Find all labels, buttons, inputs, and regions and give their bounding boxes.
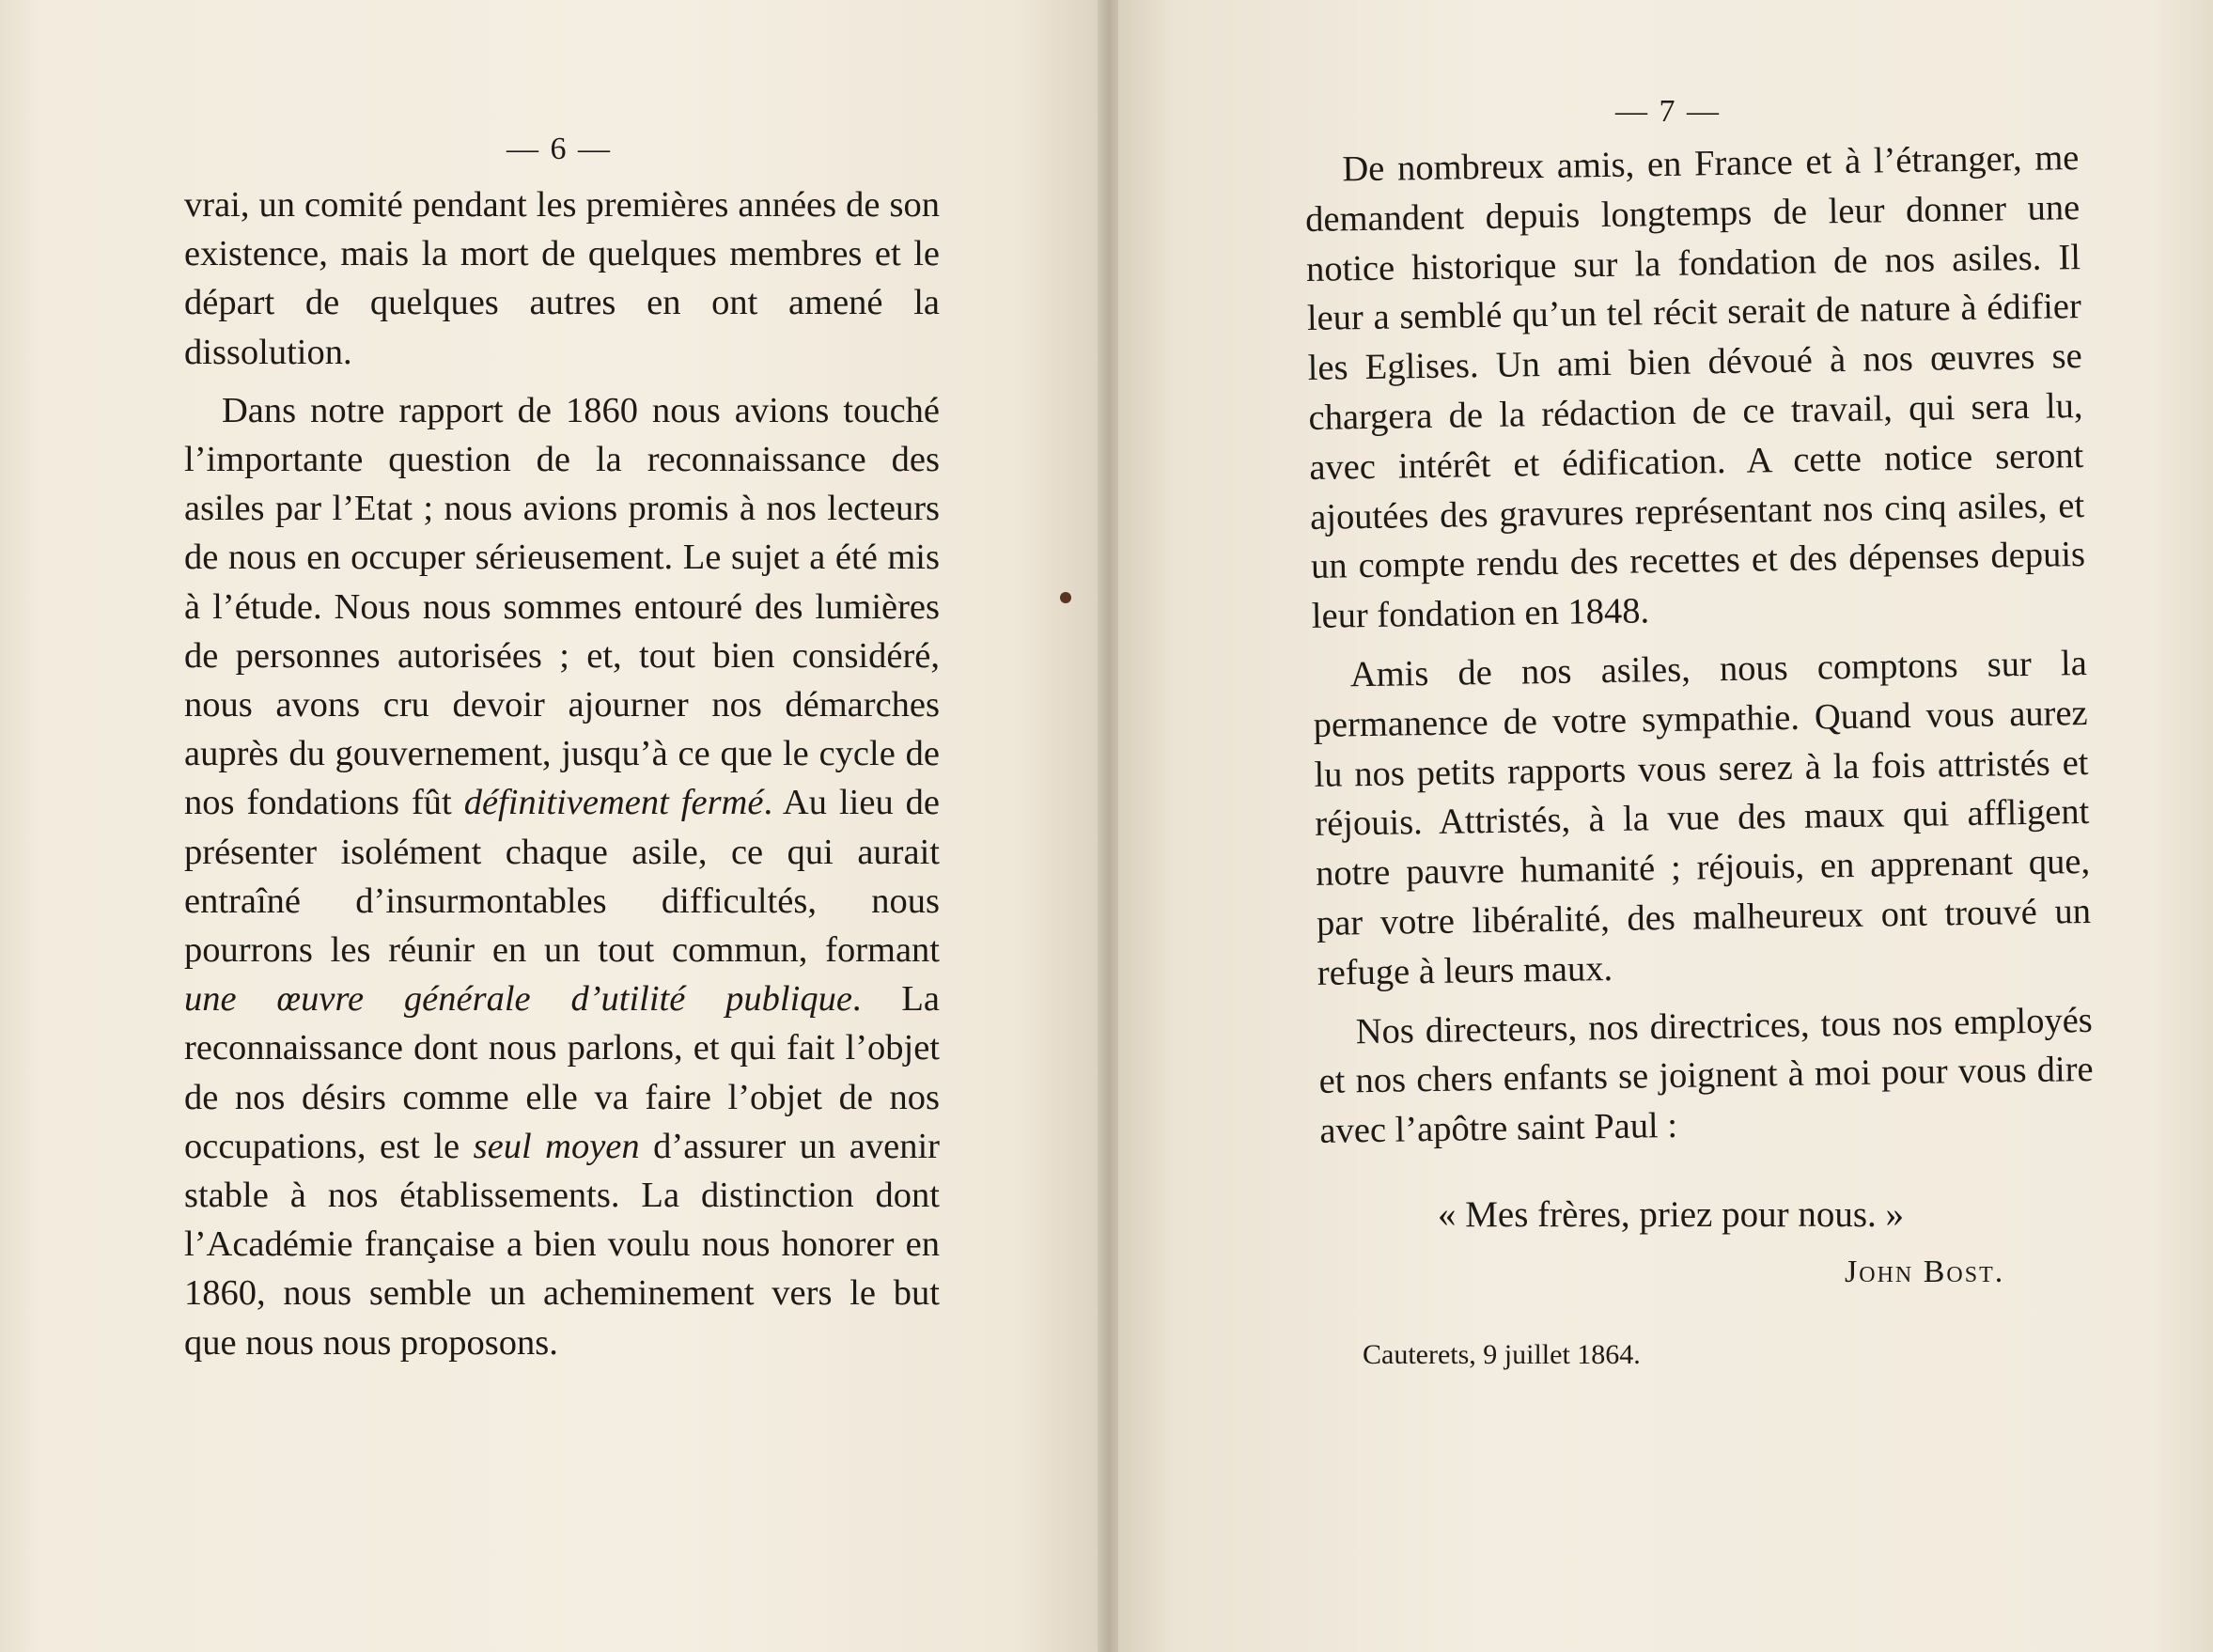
italic-text: définitivement fermé (463, 783, 764, 823)
paragraph-text: . La reconnaissance dont nous parlons, et qui fait l’objet de nos désirs comme elle va faire l’objet de nos occupations, est le (184, 979, 940, 1166)
left-page (0, 0, 1099, 1652)
paragraph: De nombreux amis, en France et à l’étranger, me demandent depuis longtemps de leur donner une notice historique sur la fondation de nos asiles. Il leur a semblé qu’un tel récit serait de nature à édifier les Eglises. Un ami bien dévoué à nos œuvres se chargera de la rédaction de ce travail, qui sera lu, avec intérêt et édification. A cette notice seront ajoutées des gravures représentant nos cinq asiles, et un compte rendu des recettes et des dépenses depuis leur fondation en 1848. (1304, 138, 2086, 637)
paragraph: vrai, un comité pendant les premières années de son existence, mais la mort de quelques membres et le départ de quelques autres en ont amené la dissolution. (184, 185, 940, 372)
dateline: Cauterets, 9 juillet 1864. (1363, 1339, 1641, 1370)
book-gutter (1098, 0, 1120, 1652)
paragraph-text: Dans notre rapport de 1860 nous avions touché l’importante question de la reconnaissance des asiles par l’Etat ; nous avions promis à nos lecteurs de nous en occuper sérieusement. Le sujet a été mis à l’étude. Nous nous sommes entouré des lumières de personnes autorisées ; et, tout bien considéré, nous avons cru devoir ajourner nos démarches auprès du gouvernement, jusqu’à ce que le cycle de nos fondations fût (184, 390, 940, 823)
paragraph-text: . Au lieu de présenter isolément chaque asile, ce qui aurait entraîné d’insurmontables difficultés, nous pourrons les réunir en un tout commun, formant (184, 783, 941, 971)
paragraph: Nos directeurs, nos directrices, tous nos employés et nos chers enfants se joignent à moi pour vous dire avec l’apôtre saint Paul : (1318, 1000, 2094, 1152)
italic-text: une œuvre générale d’utilité publique (184, 979, 852, 1020)
page-number-left: — 6 — (506, 132, 612, 166)
paragraph: Amis de nos asiles, nous comptons sur la permanence de votre sympathie. Quand vous aurez lu nos petits rapports vous serez à la fois attristés et réjouis. Attristés, à la vue des maux qui affligent notre pauvre humanité ; réjouis, en apprenant que, par votre libéralité, des malheureux ont trouvé un refuge à leurs maux. (1313, 643, 2092, 993)
signature: John Bost. (1845, 1255, 2005, 1289)
left-page-text (184, 180, 940, 1367)
paragraph (184, 386, 940, 1367)
page-number-right: — 7 — (1615, 94, 1721, 129)
paragraph-text: d’assurer un avenir stable à nos établissements. La distinction dont l’Académie française a bien voulu nous honorer en 1860, nous semble un acheminement vers le but que nous nous proposons. (184, 1126, 940, 1363)
italic-text: seul moyen (473, 1126, 640, 1166)
right-page-text (1304, 133, 2095, 1157)
ink-spot (1060, 592, 1071, 603)
closing-quote: « Mes frères, priez pour nous. » (1438, 1194, 1905, 1235)
